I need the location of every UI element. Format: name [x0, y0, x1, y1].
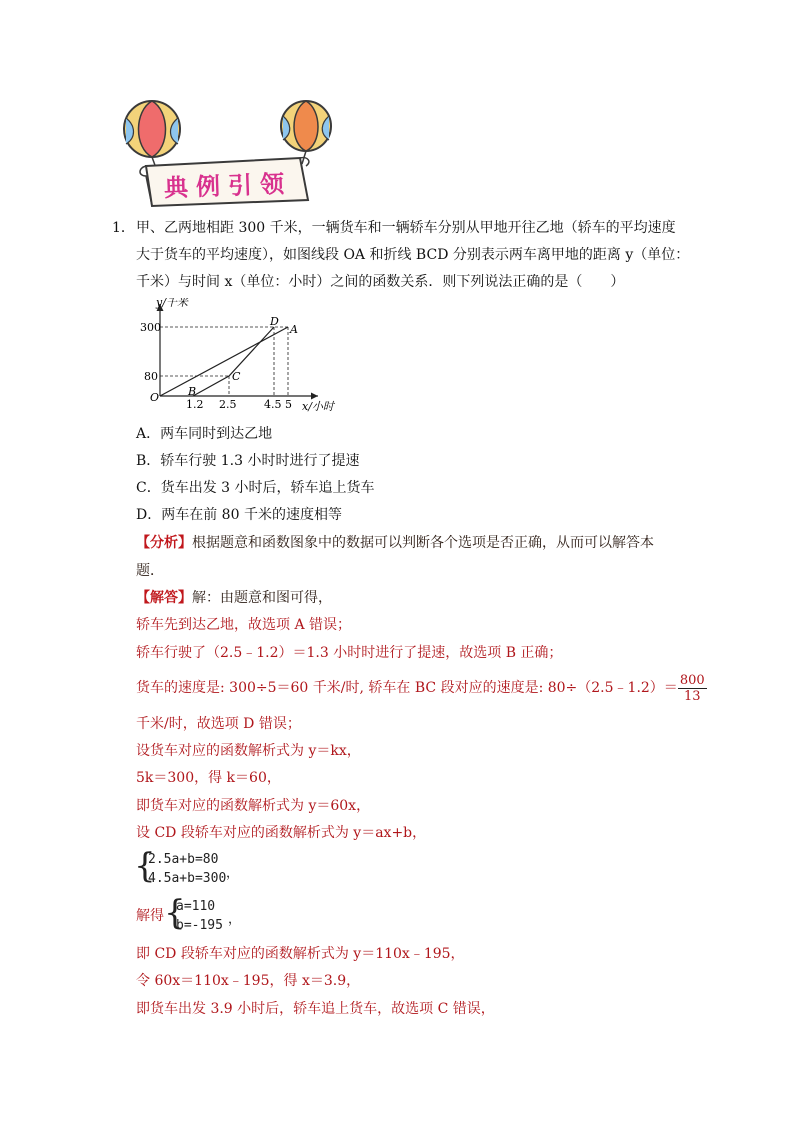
- option-d: D．两车在前 80 千米的速度相等: [136, 507, 342, 523]
- solution-step-6: 5k＝300，得 k＝60，: [136, 770, 281, 786]
- origin-label: O: [150, 391, 160, 404]
- point-B-label: B: [188, 385, 197, 398]
- option-a: A．两车同时到达乙地: [136, 426, 273, 442]
- fraction-800-13: [678, 673, 707, 704]
- system-2-eq-1: a=110: [176, 899, 216, 914]
- option-c: C．货车出发 3 小时后，轿车追上货车: [136, 480, 375, 496]
- problem-line-1: 甲、乙两地相距 300 千米，一辆货车和一辆轿车分别从甲地开往乙地（轿车的平均速度: [136, 220, 676, 236]
- fraction-denominator: 13: [683, 688, 701, 704]
- option-b: B．轿车行驶 1.3 小时时进行了提速: [136, 453, 360, 469]
- x-axis-label: x/小时: [302, 400, 334, 413]
- analysis-tag: 【分析】: [136, 535, 192, 551]
- analysis-text-1: 根据题意和函数图象中的数据可以判断各个选项是否正确，从而可以解答本: [192, 535, 654, 551]
- solution-step-2: 轿车行驶了（2.5﹣1.2）＝1.3 小时时进行了提速，故选项 B 正确；: [136, 645, 563, 661]
- function-graph: [136, 298, 346, 416]
- x-tick-5: 5: [285, 398, 292, 411]
- solution-step-9: 即 CD 段轿车对应的函数解析式为 y＝110x﹣195，: [136, 946, 465, 962]
- point-C-label: C: [232, 370, 241, 383]
- solution-step-7: 即货车对应的函数解析式为 y＝60x，: [136, 798, 371, 814]
- system-2-eq-2: b=-195: [176, 918, 223, 933]
- problem-line-2: 大于货车的平均速度），如图线段 OA 和折线 BCD 分别表示两车离甲地的距离 y（单位：: [136, 247, 690, 263]
- solution-step-3: [136, 672, 707, 704]
- system-1-comma: ，: [226, 866, 240, 881]
- x-tick-1-2: 1.2: [186, 398, 204, 411]
- solution-line-intro: [136, 588, 332, 608]
- system-2-comma: ，: [228, 912, 242, 927]
- y-tick-300: 300: [140, 321, 161, 334]
- system-brace-2: {: [164, 893, 186, 933]
- system-1-eq-1: 2.5a+b=80: [148, 852, 219, 867]
- fraction-numerator: 800: [679, 672, 705, 688]
- solution-step-11: 即货车出发 3.9 小时后，轿车追上货车，故选项 C 错误，: [136, 1001, 495, 1017]
- problem-number: 1．: [112, 220, 135, 236]
- solution-step-8: 设 CD 段轿车对应的函数解析式为 y＝ax+b，: [136, 825, 427, 841]
- segment-OA: [160, 327, 288, 396]
- x-tick-4-5: 4.5: [264, 398, 282, 411]
- x-tick-2-5: 2.5: [219, 398, 237, 411]
- y-tick-80: 80: [144, 370, 158, 383]
- example-banner: [112, 96, 334, 208]
- system-brace-1: {: [134, 846, 156, 886]
- solution-step-10: 令 60x＝110x﹣195，得 x＝3.9，: [136, 973, 361, 989]
- banner-title: 典例引领: [163, 169, 293, 203]
- analysis-line-1: [136, 533, 654, 553]
- problem-line-3: 千米）与时间 x（单位：小时）之间的函数关系．则下列说法正确的是（ ）: [136, 274, 625, 290]
- solution-tag: 【解答】: [136, 590, 192, 606]
- y-axis-label: y/千米: [156, 298, 188, 309]
- point-A-label: A: [290, 323, 298, 336]
- system-1-eq-2: 4.5a+b=300: [148, 871, 227, 886]
- analysis-line-2: 题．: [136, 563, 164, 579]
- point-D-label: D: [270, 315, 279, 328]
- solution-step-4: 千米/时，故选项 D 错误；: [136, 716, 301, 732]
- solution-step-3-text: 货车的速度是: 300÷5＝60 千米/时, 轿车在 BC 段对应的速度是: 80÷（2.5﹣1.2）＝: [136, 680, 678, 696]
- solution-step-1: 轿车先到达乙地，故选项 A 错误；: [136, 617, 352, 633]
- solution-intro: 解：由题意和图可得，: [192, 590, 332, 606]
- solve-label: 解得: [136, 908, 164, 924]
- polyline-BCD: [193, 327, 274, 396]
- solution-step-5: 设货车对应的函数解析式为 y＝kx，: [136, 743, 361, 759]
